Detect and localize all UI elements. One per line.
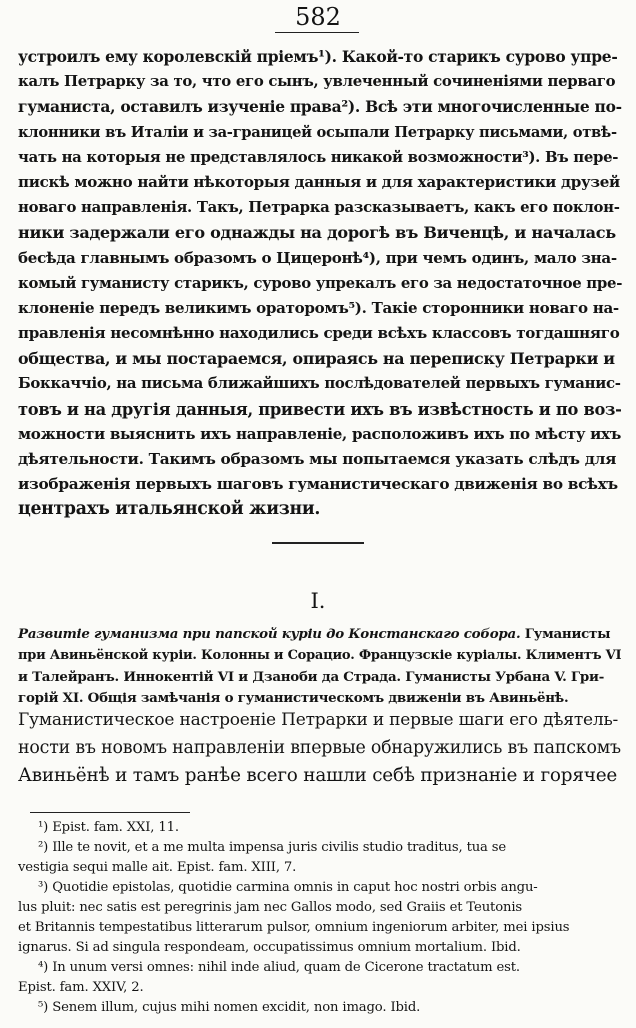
footnote-text: Quotidie epistolas, quotidie carmina omnis in caput hoc nostri orbis angu-: [52, 880, 538, 895]
body-line: клонники въ Италіи и за-границей осыпали Петрарку письмами, отвѣ-: [18, 123, 617, 141]
body-line: пискѣ можно найти нѣкоторыя данныя и для характеристики друзей: [18, 172, 620, 191]
footnote-line: [18, 978, 622, 998]
footnote-text: Senem illum, cujus mihi nomen excidit, non imago. Ibid.: [52, 1000, 421, 1015]
body-line: комый гуманисту старикъ, сурово упрекалъ его за недостаточное пре-: [18, 273, 623, 292]
summary-line: [18, 645, 622, 666]
section-numeral: I.: [310, 589, 326, 613]
body-line: гуманиста, оставилъ изученіе права²). Всѣ эти многочисленные по-: [18, 97, 622, 117]
footnote-line: [18, 878, 622, 898]
body-text: [18, 44, 622, 523]
body-line: дѣятельности. Такимъ образомъ мы попытаемся указать слѣдъ для: [18, 450, 617, 468]
body-line: калъ Петрарку за то, что его сынъ, увлеченный сочиненіями перваго: [18, 72, 616, 91]
page-number: 582: [295, 3, 341, 31]
body-line: устроилъ ему королевскій пріемъ¹). Какой-то старикъ сурово упре-: [18, 47, 618, 66]
body-line: общества, и мы постараемся, опираясь на переписку Петрарки и: [18, 349, 615, 369]
body-line: новаго направленія. Такъ, Петрарка разсказываетъ, какъ его поклон-: [18, 198, 620, 217]
body-line: изображенія первыхъ шаговъ гуманистическаго движенія во всѣхъ: [18, 475, 618, 494]
footnote-text: Epist. fam. XXI, 11.: [52, 820, 179, 835]
body-line: правленія несомнѣнно находились среди всѣхъ классовъ тогдашняго: [18, 324, 620, 343]
footnote-line: [18, 898, 622, 918]
footnote-line: [18, 838, 622, 858]
footnote-mark: ¹): [38, 820, 49, 835]
body-line: товъ и на другія данныя, привести ихъ въ извѣстность и по воз-: [18, 399, 622, 419]
section-text: [18, 706, 622, 790]
section-text-line: ности въ новомъ направленіи впервые обнаружились въ папскомъ: [18, 738, 621, 758]
summary-line: [18, 667, 622, 688]
footnote-rule: [30, 812, 190, 813]
footnote-line: [18, 958, 622, 978]
summary-text: и Талейранъ. Иннокентій VI и Дзаноби да Страда. Гуманисты Урбана V. Гри-: [18, 668, 605, 685]
footnote-line: [18, 998, 622, 1018]
summary-text: горій XI. Общія замѣчанія о гуманистическомъ движеніи въ Авиньёнѣ.: [18, 690, 569, 707]
section-text-line: Авиньёнѣ и тамъ ранѣе всего нашли себѣ признаніе и горячее: [18, 765, 618, 786]
body-line: чать на которыя не представлялось никакой возможности³). Въ пере-: [18, 147, 619, 166]
section-summary: [18, 624, 622, 710]
summary-text: Гуманисты: [520, 626, 611, 642]
body-line: клоненіе передъ великимъ ораторомъ⁵). Такіе сторонники новаго на-: [18, 298, 619, 317]
footnote-line: [18, 938, 622, 958]
footnote-line: [18, 818, 622, 838]
footnote-mark: ³): [38, 880, 49, 895]
footnote-mark: ²): [38, 840, 49, 855]
section-divider-rule: [272, 542, 364, 544]
footnote-text: et Britannis tempestatibus litterarum pulsor, omnium ingeniorum arbiter, mei ipsius: [18, 920, 570, 935]
footnote-mark: ⁴): [38, 960, 49, 975]
body-line: Боккаччіо, на письма ближайшихъ послѣдователей первыхъ гуманис-: [18, 374, 621, 393]
footnote-mark: ⁵): [38, 1000, 49, 1015]
section-text-line: Гуманистическое настроеніе Петрарки и первые шаги его дѣятель-: [18, 710, 619, 730]
page-number-rule: [275, 32, 359, 33]
footnote-text: ignarus. Si ad singula respondeam, occupatissimus omnium mortalium. Ibid.: [18, 940, 521, 955]
body-line: центрахъ итальянской жизни.: [18, 499, 321, 520]
footnote-line: [18, 858, 622, 878]
body-line: ники задержали его однажды на дорогѣ въ Виченцѣ, и началась: [18, 223, 616, 243]
footnote-line: [18, 918, 622, 938]
footnote-text: In unum versi omnes: nihil inde aliud, quam de Cicerone tractatum est.: [52, 960, 520, 975]
summary-line: [18, 624, 622, 645]
summary-italic-title: Развитіе гуманизма при папской куріи до Констанскаго собора.: [18, 626, 521, 642]
footnotes: [18, 818, 622, 1018]
summary-text: при Авиньёнской куріи. Колонны и Сорацио. Французскіе куріалы. Климентъ VI: [18, 648, 622, 664]
footnote-text: vestigia sequi malle ait. Epist. fam. XIII, 7.: [18, 860, 297, 875]
body-line: бесѣда главнымъ образомъ о Цицеронѣ⁴), при чемъ одинъ, мало зна-: [18, 248, 617, 267]
footnote-text: lus pluit: nec satis est peregrinis jam nec Gallos modo, sed Graiis et Teutonis: [18, 900, 523, 915]
body-line: можности выяснить ихъ направленіе, расположивъ ихъ по мѣсту ихъ: [18, 424, 622, 443]
footnote-text: Epist. fam. XXIV, 2.: [18, 980, 144, 995]
footnote-text: Ille te novit, et a me multa impensa juris civilis studio traditus, tua se: [52, 840, 507, 855]
